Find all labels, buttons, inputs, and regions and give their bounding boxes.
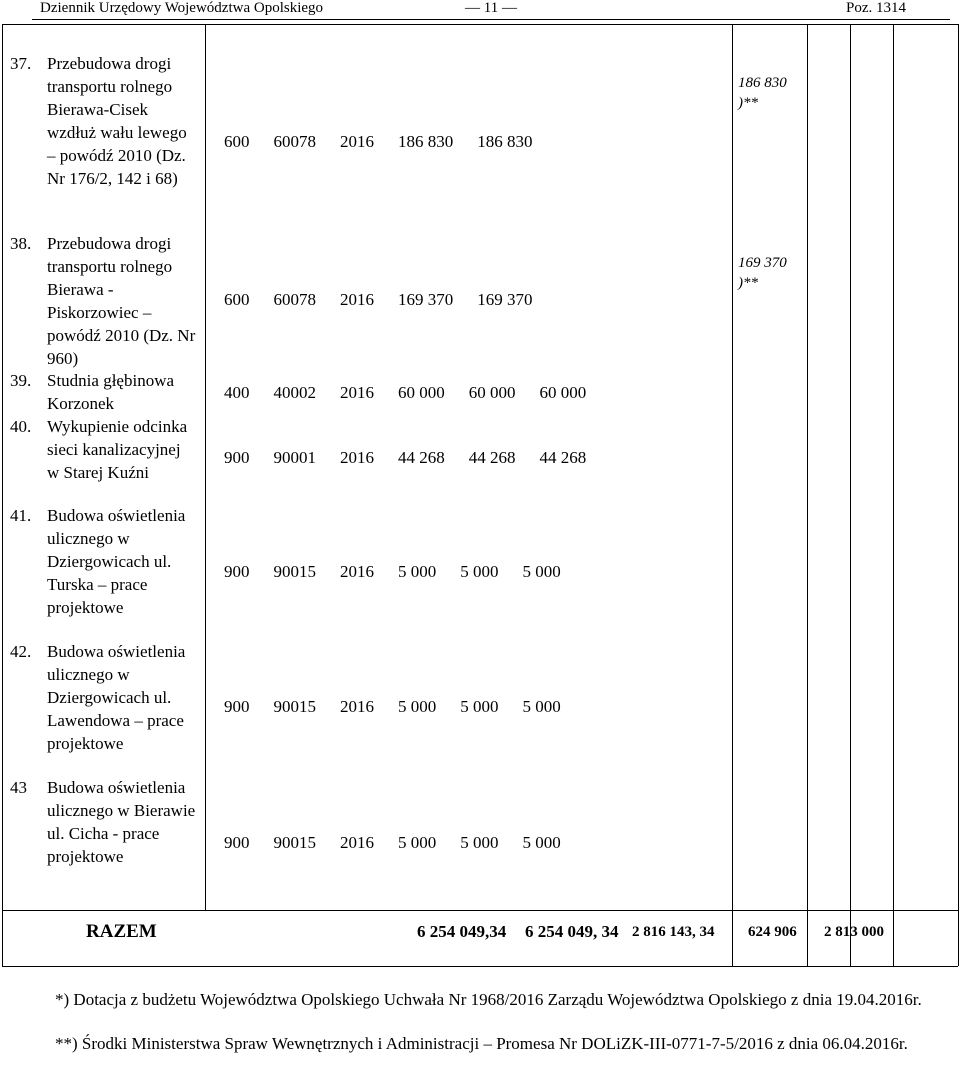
year: 2016 [340, 697, 374, 716]
year: 2016 [340, 383, 374, 402]
amount: 5 000 [398, 562, 437, 581]
dzial: 900 [224, 697, 250, 716]
amount: 44 268 [539, 448, 587, 467]
dzial: 600 [224, 132, 250, 151]
footnote: **) Środki Ministerstwa Spraw Wewnętrznych i Administracji – Promesa Nr DOLiZK-III-0771-7-5/2016 z dnia 06.04.2016r. [55, 1034, 908, 1053]
row-values [224, 290, 557, 310]
year: 2016 [340, 132, 374, 151]
rozdzial: 90015 [273, 833, 316, 852]
amount: 5 000 [522, 833, 561, 852]
dzial: 600 [224, 290, 250, 309]
table-row [10, 776, 200, 866]
row-description: Przebudowa drogi transportu rolnego Bierawa - Piskorzowiec – powódź 2010 (Dz. Nr 960) [47, 234, 196, 368]
page-number: — 11 — [465, 0, 517, 16]
total-value: 6 254 049, 34 [525, 922, 619, 941]
amount: 5 000 [460, 562, 499, 581]
year: 2016 [340, 290, 374, 309]
rozdzial: 60078 [273, 132, 316, 151]
amount: 5 000 [398, 833, 437, 852]
row-number: 41. [10, 506, 32, 525]
row-description: Przebudowa drogi transportu rolnego Bierawa-Cisek wzdłuż wału lewego – powódź 2010 (Dz. Nr 176/2, 142 i 68) [47, 54, 187, 188]
rozdzial: 90001 [273, 448, 316, 467]
amount: 169 370 [477, 290, 533, 309]
footnote: *) Dotacja z budżetu Województwa Opolskiego Uchwała Nr 1968/2016 Zarządu Województwa Opolskiego z dnia 19.04.2016r. [55, 990, 922, 1009]
row-description: Wykupienie odcinka sieci kanalizacyjnej w Starej Kuźni [47, 417, 188, 482]
table-row [10, 504, 200, 617]
amount: 169 370 [398, 290, 454, 309]
row-number: 40. [10, 417, 32, 436]
rozdzial: 90015 [273, 562, 316, 581]
rozdzial: 60078 [273, 290, 316, 309]
amount: 60 000 [398, 383, 445, 402]
dzial: 400 [224, 383, 250, 402]
dzial: 900 [224, 448, 250, 467]
row-values [224, 448, 610, 468]
row-note: 169 370 )** [738, 255, 787, 291]
row-description: Budowa oświetlenia ulicznego w Dziergowicach ul. Turska – prace projektowe [47, 506, 186, 617]
rozdzial: 40002 [273, 383, 316, 402]
total-value: 2 813 000 [824, 924, 884, 940]
row-values [224, 697, 585, 717]
amount: 5 000 [522, 697, 561, 716]
row-description: Budowa oświetlenia ulicznego w Bierawie ul. Cicha - prace projektowe [47, 778, 196, 866]
page-header [0, 0, 960, 26]
position-number: Poz. 1314 [846, 0, 906, 16]
journal-title: Dziennik Urzędowy Województwa Opolskiego [40, 0, 324, 16]
table-row [10, 640, 200, 753]
amount: 5 000 [398, 697, 437, 716]
row-description: Studnia głębinowa Korzonek [47, 371, 175, 413]
row-values [224, 383, 610, 403]
row-description: Budowa oświetlenia ulicznego w Dziergowicach ul. Lawendowa – prace projektowe [47, 642, 186, 753]
row-number: 42. [10, 642, 32, 661]
header-rule [32, 19, 950, 20]
rozdzial: 90015 [273, 697, 316, 716]
table-row [10, 52, 200, 188]
row-values [224, 562, 585, 582]
row-number: 39. [10, 371, 32, 390]
amount: 5 000 [522, 562, 561, 581]
dzial: 900 [224, 833, 250, 852]
row-values [224, 833, 585, 853]
amount: 60 000 [468, 383, 516, 402]
total-value: 624 906 [748, 924, 797, 940]
year: 2016 [340, 562, 374, 581]
row-values [224, 132, 557, 152]
year: 2016 [340, 448, 374, 467]
row-number: 38. [10, 234, 32, 253]
dzial: 900 [224, 562, 250, 581]
amount: 44 268 [398, 448, 445, 467]
total-label: RAZEM [86, 921, 157, 942]
table-row [10, 232, 200, 368]
amount: 5 000 [460, 833, 499, 852]
total-value: 6 254 049,34 [417, 922, 507, 941]
row-note: 186 830 )** [738, 75, 787, 111]
table-row [10, 415, 200, 482]
year: 2016 [340, 833, 374, 852]
amount: 186 830 [398, 132, 454, 151]
total-value: 2 816 143, 34 [632, 924, 715, 940]
table-row [10, 369, 200, 413]
amount: 186 830 [477, 132, 533, 151]
amount: 5 000 [460, 697, 499, 716]
amount: 44 268 [468, 448, 516, 467]
amount: 60 000 [539, 383, 587, 402]
row-number: 37. [10, 54, 32, 73]
row-number: 43 [10, 778, 27, 797]
